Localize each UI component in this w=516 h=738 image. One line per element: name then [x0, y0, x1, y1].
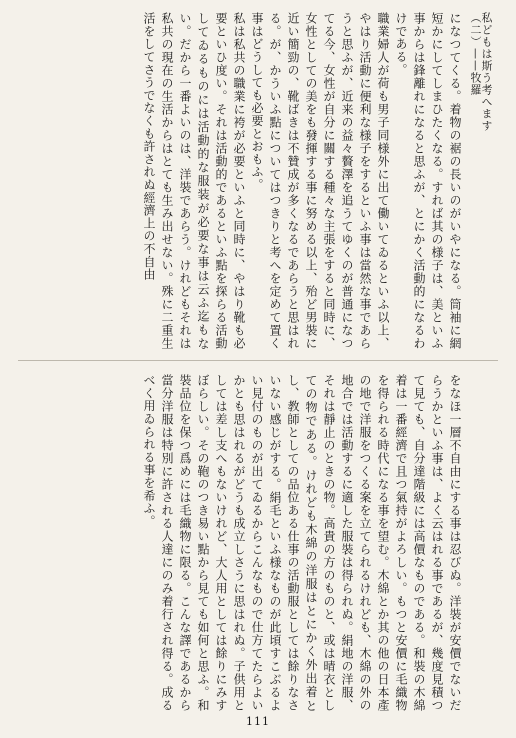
text-block-top — [22, 12, 464, 350]
paragraph: 職業婦人が荷も男子同様外に出て働いてゐるといふ以上、やはり活動に便利な様子をするといふ事は當然な事であらうと思ふが、近来の益々贅澤を追うてゆくのが普通になつてる今、女性が自分に關する種々な主張をすると同時に、女性としての美をも發揮する事に努める以上、殆ど男裝に近い簡勁の、靴ばきは不贊成が多くなるであらうと思はれる。が、かういふ點についてはつきりと考へを定めて置く事はどうしても必要とおもふ。 — [250, 12, 390, 350]
page-number: 111 — [246, 715, 270, 728]
paragraph: をなほ一層不自由にする事は忍びぬ。洋裝が安價でないだらうかといふ事は、よく云はれる事であるが、幾度見積つて見ても、自分達階級には高價なものである。和裝の木綿着は一番經濟で且つ氣持がよろしい。もつと安價に毛織物を得られる時代になる事を望む。木綿とか其の他の日本產の地で洋服をつくる案を立てられるけれども、木綿の外の地合では活動するに適した服裝は得られぬ。絹地の洋服、それは靜止のときの物。高貴の方のものと、或は晴衣としての物である。けれども木綿の洋服はとにかく外出着とし、教師としての品位ある仕事の活動服としては餘りなさいない感じがする。絹毛といふ様なものが此頃すこぶるよい見付のものが出てゐるからこんなもので仕方てたらよいかとも思はれるがどうも成立しさうに思はれぬ。子供用としては差し支へもないけれど、大人用としては餘りにみすぼらしい。その鞄のつき易い點から見ても如何と思ふ。和裝品位を保つ爲めには毛織物に限る。こんな譯であるから當分洋服は特別に許される人達にのみ着行され得る。成るべく用ゐられる事を希ふ。 — [142, 374, 462, 712]
section-divider — [18, 360, 498, 361]
running-header: 私どもは斯う考へます（二）——牧羅 — [469, 12, 493, 132]
paragraph: 私は私共の職業に袴が必要といふと同時に、やはり靴も必要といひ度い。それは活動的であるといふ點を探らる活動してゐるものには活動的な服装が必要な事は云ふ迄もない。だから一番よいのは、洋裝であらう。けれどもそれは私共の現在の生活からはとても生み出せない。殊に二重生活をしてさうでなくも許されぬ經濟上の不自由 — [142, 12, 246, 350]
paragraph: になつてくる。着物の裾の長いのがいやになる。筒袖に網短かにしてしまひたくなる。すれば其の様子は、美といふ事からは鋒離れになると思ふが、とにかく活動的になるわけである。 — [394, 12, 462, 350]
text-block-bottom — [22, 374, 464, 712]
